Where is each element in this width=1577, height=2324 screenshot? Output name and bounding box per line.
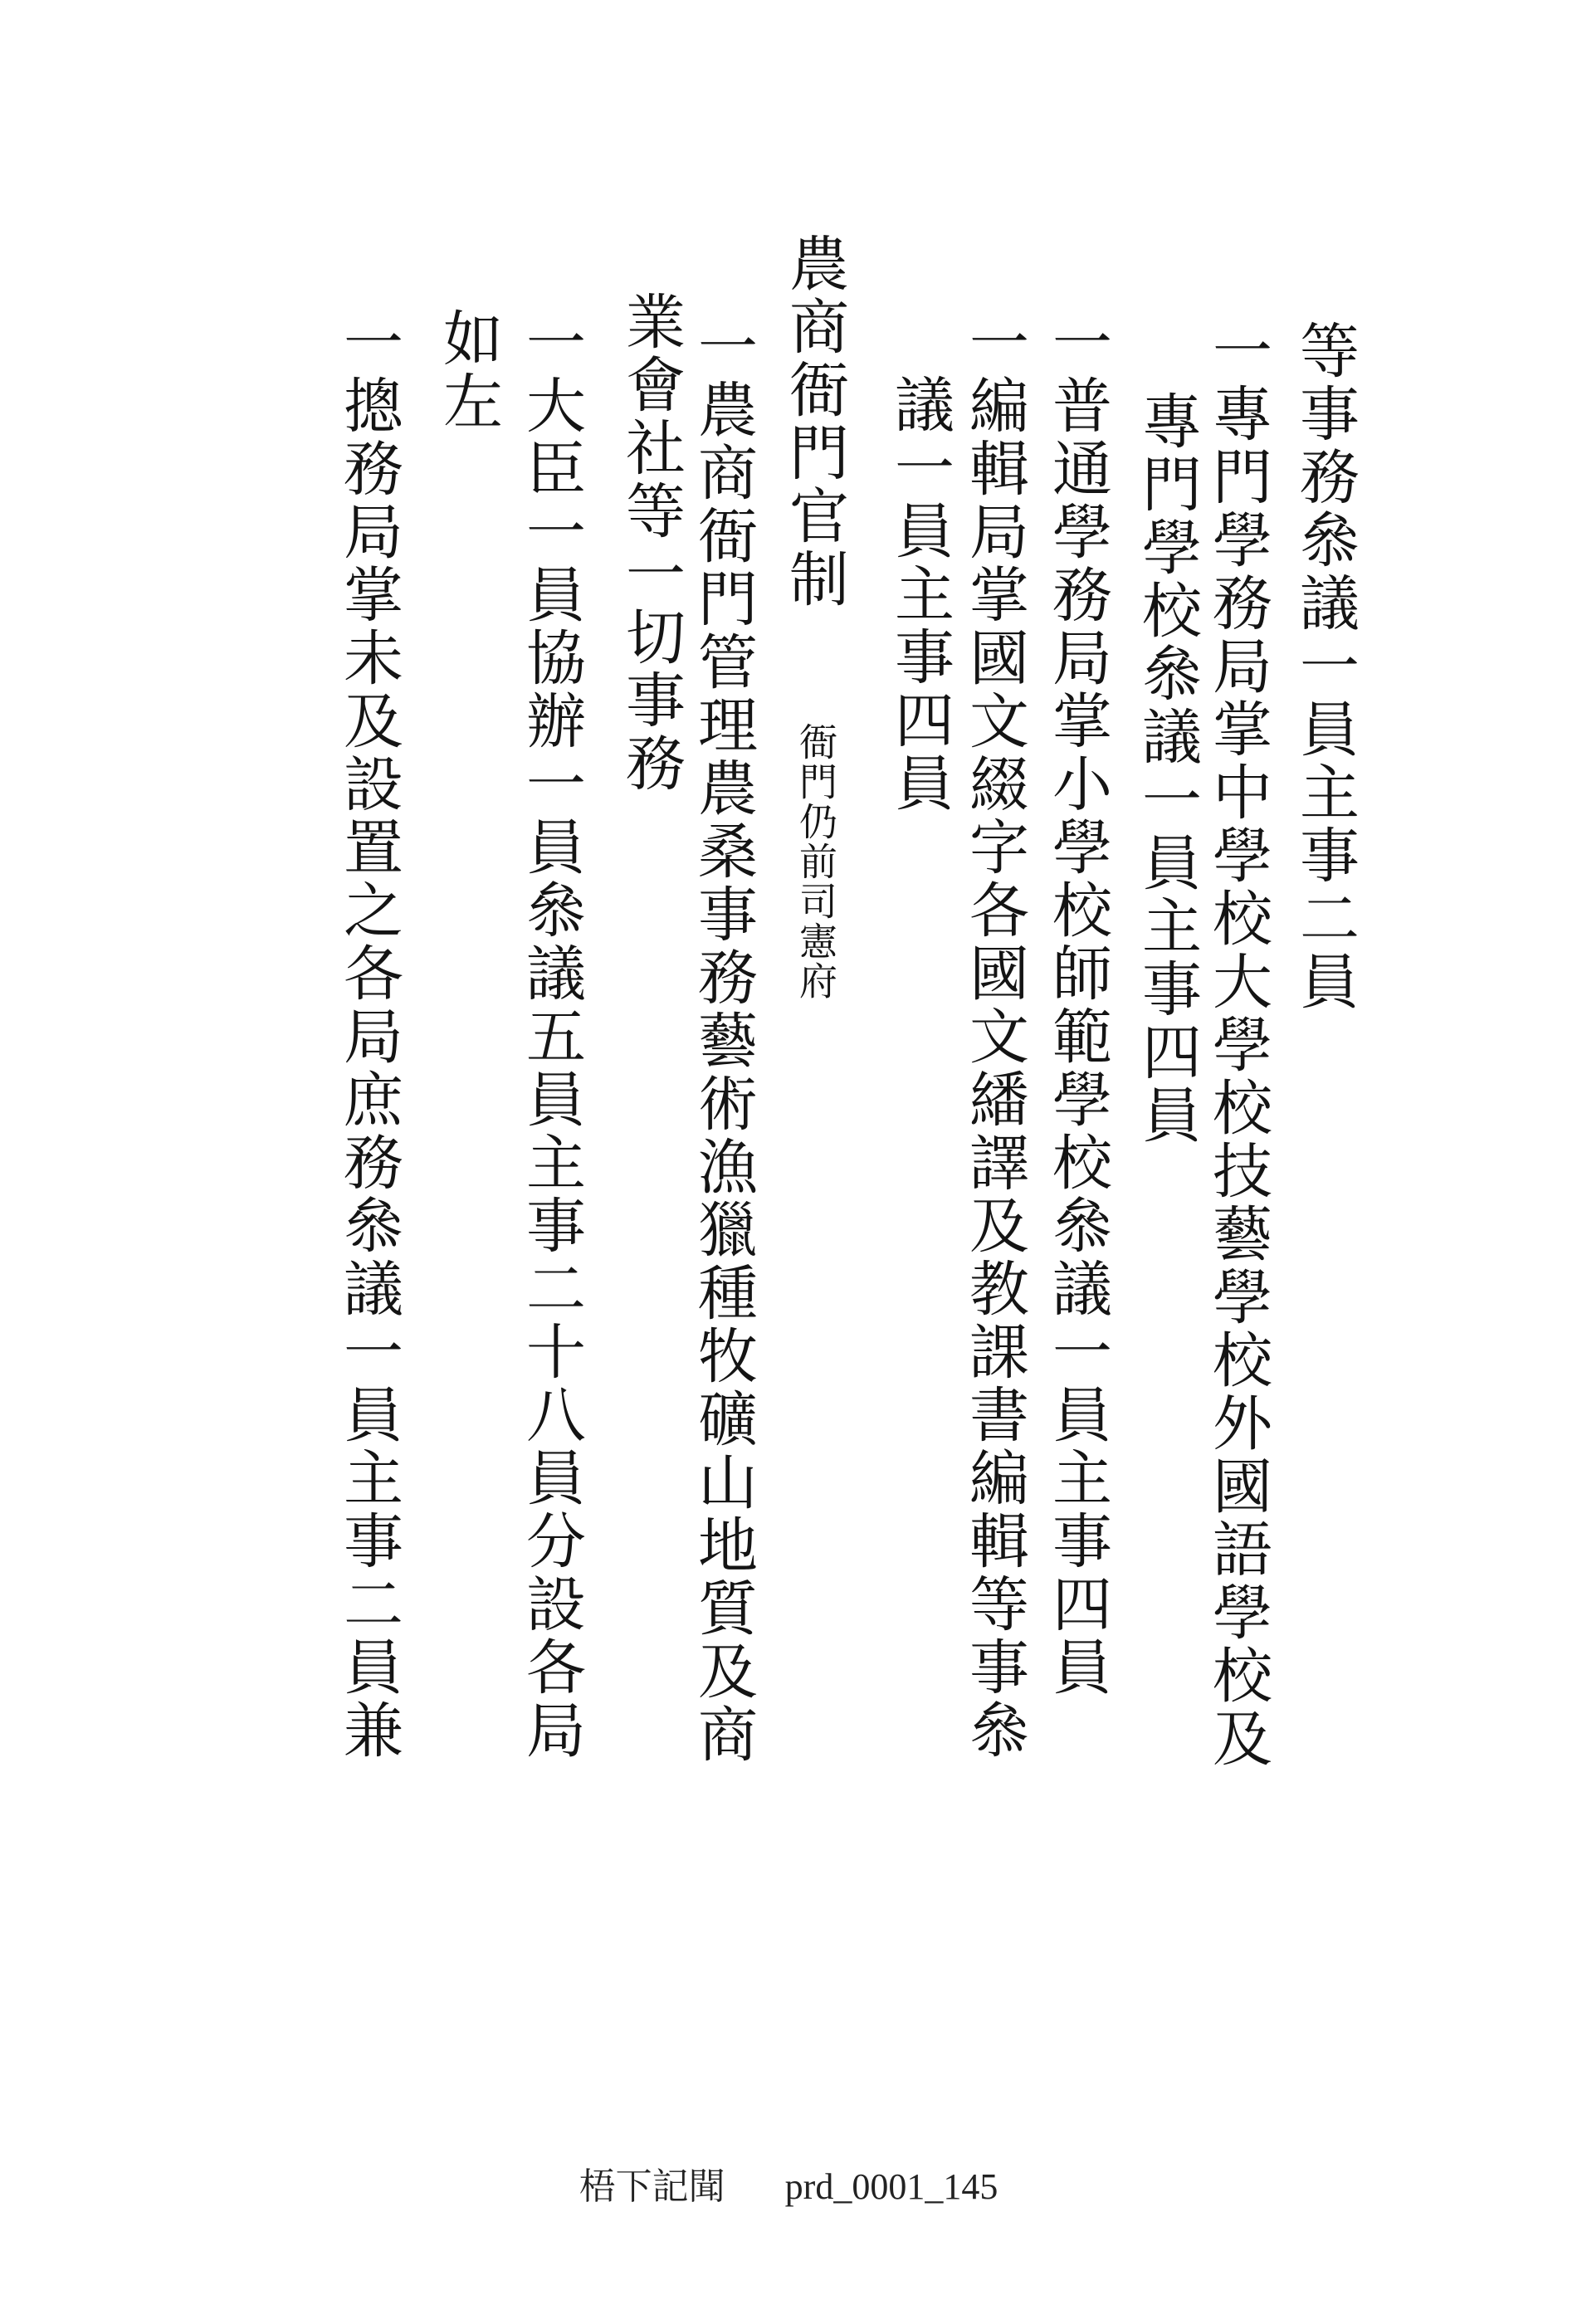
text-column-1: 等事務叅議一員主事二員 <box>1290 320 1360 1013</box>
footer-title: 梧下記聞 <box>579 2166 725 2207</box>
page-footer <box>0 2156 1577 2209</box>
text-column-10: 如左 <box>433 307 503 433</box>
text-column-6: 議一員主事四員 <box>885 374 954 815</box>
text-column-8: 業會社等一切事務 <box>616 290 686 795</box>
text-column-4: 一普通學務局掌小學校師範學校叅議一員主事四員 <box>1042 311 1112 1699</box>
text-column-7: 一農商衙門管理農桑事務藝術漁獵種牧礦山地質及商 <box>688 315 758 1766</box>
text-column-9: 一大臣一員協辦一員叅議五員主事二十八員分設各局 <box>516 311 586 1762</box>
text-column-2: 一專門學務局掌中學校大學校技藝學校外國語學校及 <box>1203 320 1272 1770</box>
marginal-note: 衙門仍前司憲府 <box>793 722 838 1001</box>
text-column-11: 一摠務局掌未及設置之各局庶務叅議一員主事二員兼 <box>334 311 403 1762</box>
text-column-5: 一編輯局掌國文綴字各國文繙譯及教課書編輯等事叅 <box>959 311 1029 1762</box>
footer-page-id: prd_0001_145 <box>784 2166 998 2207</box>
section-heading: 農商衙門官制 <box>779 232 849 611</box>
text-column-3: 專門學校叅議一員主事四員 <box>1132 390 1202 1147</box>
